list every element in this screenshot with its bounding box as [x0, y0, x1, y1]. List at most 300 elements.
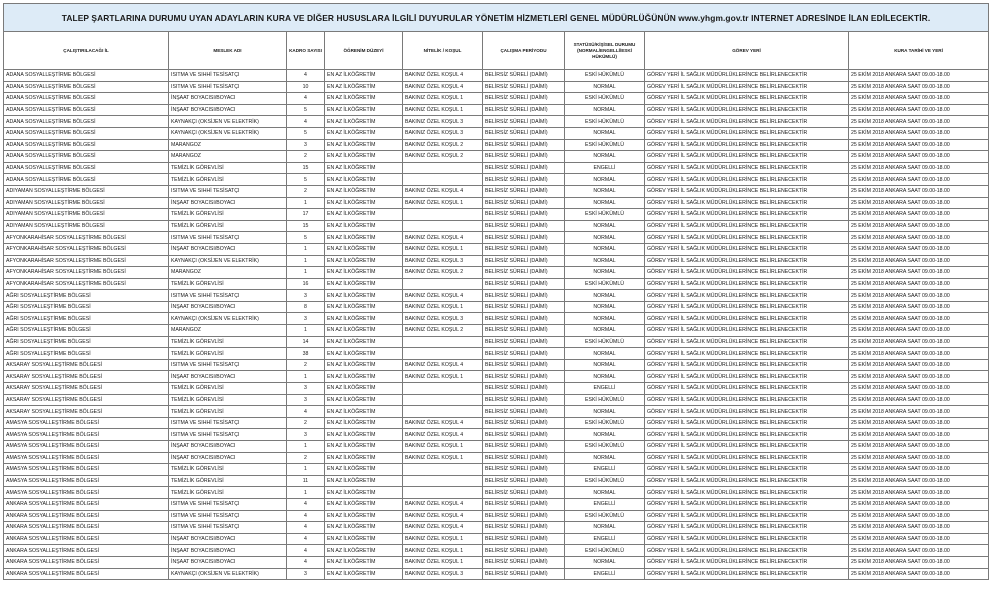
header-kura: KURA TARİHİ VE YERİ [849, 32, 989, 70]
header-il: ÇALIŞTIRILACAĞI İL [4, 32, 169, 70]
cell-cal: BELİRSİZ SÜRELİ (DAİMİ) [483, 174, 565, 186]
cell-cal: BELİRSİZ SÜRELİ (DAİMİ) [483, 301, 565, 313]
cell-il: AKSARAY SOSYALLEŞTİRME BÖLGESİ [4, 383, 169, 395]
cell-meslek: ISITMA VE SIHHİ TESİSATÇI [169, 510, 287, 522]
cell-cal: BELİRSİZ SÜRELİ (DAİMİ) [483, 383, 565, 395]
cell-ogr: EN AZ İLKÖĞRETİM [325, 371, 403, 383]
cell-ogr: EN AZ İLKÖĞRETİM [325, 209, 403, 221]
cell-kadro: 5 [287, 174, 325, 186]
table-row [4, 556, 989, 568]
cell-meslek: İNŞAAT BOYACISI/BOYACI [169, 301, 287, 313]
cell-cal: BELİRSİZ SÜRELİ (DAİMİ) [483, 278, 565, 290]
cell-kura: 25 EKİM 2018 ANKARA SAAT 09.00-18.00 [849, 348, 989, 360]
cell-gorev: GÖREV YERİ İL SAĞLIK MÜDÜRLÜKLERİNCE BELİRLENECEKTİR [645, 452, 849, 464]
table-row [4, 510, 989, 522]
cell-meslek: ISITMA VE SIHHİ TESİSATÇI [169, 290, 287, 302]
cell-il: ADANA SOSYALLEŞTİRME BÖLGESİ [4, 139, 169, 151]
cell-kura: 25 EKİM 2018 ANKARA SAAT 09.00-18.00 [849, 104, 989, 116]
cell-nit [403, 394, 483, 406]
cell-meslek: TEMİZLİK GÖREVLİSİ [169, 394, 287, 406]
cell-stat: ESKİ HÜKÜMLÜ [565, 139, 645, 151]
cell-kura: 25 EKİM 2018 ANKARA SAAT 09.00-18.00 [849, 185, 989, 197]
cell-nit: BAKINIZ ÖZEL KOŞUL 1 [403, 441, 483, 453]
cell-nit: BAKINIZ ÖZEL KOŞUL 3 [403, 255, 483, 267]
cell-stat: NORMAL [565, 243, 645, 255]
cell-kura: 25 EKİM 2018 ANKARA SAAT 09.00-18.00 [849, 93, 989, 105]
cell-il: ADANA SOSYALLEŞTİRME BÖLGESİ [4, 70, 169, 82]
cell-cal: BELİRSİZ SÜRELİ (DAİMİ) [483, 162, 565, 174]
cell-nit: BAKINIZ ÖZEL KOŞUL 1 [403, 452, 483, 464]
cell-kadro: 11 [287, 475, 325, 487]
cell-il: AFYONKARAHİSAR SOSYALLEŞTİRME BÖLGESİ [4, 278, 169, 290]
cell-stat: ESKİ HÜKÜMLÜ [565, 336, 645, 348]
cell-gorev: GÖREV YERİ İL SAĞLIK MÜDÜRLÜKLERİNCE BELİRLENECEKTİR [645, 441, 849, 453]
table-row [4, 487, 989, 499]
cell-ogr: EN AZ İLKÖĞRETİM [325, 185, 403, 197]
cell-kadro: 3 [287, 394, 325, 406]
cell-gorev: GÖREV YERİ İL SAĞLIK MÜDÜRLÜKLERİNCE BELİRLENECEKTİR [645, 313, 849, 325]
cell-kura: 25 EKİM 2018 ANKARA SAAT 09.00-18.00 [849, 498, 989, 510]
cell-il: AFYONKARAHİSAR SOSYALLEŞTİRME BÖLGESİ [4, 267, 169, 279]
cell-kadro: 15 [287, 220, 325, 232]
cell-kadro: 4 [287, 498, 325, 510]
cell-ogr: EN AZ İLKÖĞRETİM [325, 452, 403, 464]
cell-il: ADIYAMAN SOSYALLEŞTİRME BÖLGESİ [4, 220, 169, 232]
cell-kura: 25 EKİM 2018 ANKARA SAAT 09.00-18.00 [849, 475, 989, 487]
cell-stat: NORMAL [565, 522, 645, 534]
cell-cal: BELİRSİZ SÜRELİ (DAİMİ) [483, 498, 565, 510]
cell-stat: NORMAL [565, 197, 645, 209]
cell-meslek: ISITMA VE SIHHİ TESİSATÇI [169, 429, 287, 441]
cell-kadro: 1 [287, 267, 325, 279]
cell-ogr: EN AZ İLKÖĞRETİM [325, 429, 403, 441]
cell-stat: NORMAL [565, 359, 645, 371]
cell-nit [403, 464, 483, 476]
cell-ogr: EN AZ İLKÖĞRETİM [325, 301, 403, 313]
cell-meslek: MARANGOZ [169, 325, 287, 337]
cell-nit [403, 383, 483, 395]
cell-ogr: EN AZ İLKÖĞRETİM [325, 568, 403, 580]
cell-il: AĞRI SOSYALLEŞTİRME BÖLGESİ [4, 290, 169, 302]
cell-gorev: GÖREV YERİ İL SAĞLIK MÜDÜRLÜKLERİNCE BELİRLENECEKTİR [645, 383, 849, 395]
cell-kura: 25 EKİM 2018 ANKARA SAAT 09.00-18.00 [849, 151, 989, 163]
cell-gorev: GÖREV YERİ İL SAĞLIK MÜDÜRLÜKLERİNCE BELİRLENECEKTİR [645, 336, 849, 348]
table-row [4, 232, 989, 244]
cell-kura: 25 EKİM 2018 ANKARA SAAT 09.00-18.00 [849, 464, 989, 476]
cell-stat: NORMAL [565, 232, 645, 244]
cell-nit: BAKINIZ ÖZEL KOŞUL 4 [403, 522, 483, 534]
cell-il: AĞRI SOSYALLEŞTİRME BÖLGESİ [4, 336, 169, 348]
cell-kura: 25 EKİM 2018 ANKARA SAAT 09.00-18.00 [849, 81, 989, 93]
cell-nit: BAKINIZ ÖZEL KOŞUL 3 [403, 127, 483, 139]
cell-kadro: 15 [287, 162, 325, 174]
cell-cal: BELİRSİZ SÜRELİ (DAİMİ) [483, 197, 565, 209]
cell-meslek: TEMİZLİK GÖREVLİSİ [169, 464, 287, 476]
cell-kadro: 1 [287, 441, 325, 453]
cell-nit [403, 174, 483, 186]
cell-nit: BAKINIZ ÖZEL KOŞUL 2 [403, 325, 483, 337]
cell-nit [403, 162, 483, 174]
table-row [4, 522, 989, 534]
cell-meslek: İNŞAAT BOYACISI/BOYACI [169, 545, 287, 557]
cell-cal: BELİRSİZ SÜRELİ (DAİMİ) [483, 487, 565, 499]
cell-il: ANKARA SOSYALLEŞTİRME BÖLGESİ [4, 568, 169, 580]
cell-ogr: EN AZ İLKÖĞRETİM [325, 104, 403, 116]
cell-stat: ENGELLİ [565, 568, 645, 580]
cell-kadro: 3 [287, 383, 325, 395]
cell-stat: ESKİ HÜKÜMLÜ [565, 278, 645, 290]
cell-stat: NORMAL [565, 81, 645, 93]
cell-stat: ESKİ HÜKÜMLÜ [565, 116, 645, 128]
cell-meslek: TEMİZLİK GÖREVLİSİ [169, 487, 287, 499]
cell-meslek: ISITMA VE SIHHİ TESİSATÇI [169, 417, 287, 429]
cell-kura: 25 EKİM 2018 ANKARA SAAT 09.00-18.00 [849, 487, 989, 499]
cell-stat: NORMAL [565, 290, 645, 302]
cell-gorev: GÖREV YERİ İL SAĞLIK MÜDÜRLÜKLERİNCE BELİRLENECEKTİR [645, 267, 849, 279]
cell-ogr: EN AZ İLKÖĞRETİM [325, 533, 403, 545]
cell-stat: NORMAL [565, 104, 645, 116]
cell-cal: BELİRSİZ SÜRELİ (DAİMİ) [483, 267, 565, 279]
cell-gorev: GÖREV YERİ İL SAĞLIK MÜDÜRLÜKLERİNCE BELİRLENECEKTİR [645, 533, 849, 545]
column-header-row [4, 32, 989, 70]
cell-kadro: 1 [287, 243, 325, 255]
cell-ogr: EN AZ İLKÖĞRETİM [325, 498, 403, 510]
cell-nit: BAKINIZ ÖZEL KOŞUL 1 [403, 301, 483, 313]
cell-gorev: GÖREV YERİ İL SAĞLIK MÜDÜRLÜKLERİNCE BELİRLENECEKTİR [645, 93, 849, 105]
cell-gorev: GÖREV YERİ İL SAĞLIK MÜDÜRLÜKLERİNCE BELİRLENECEKTİR [645, 116, 849, 128]
cell-gorev: GÖREV YERİ İL SAĞLIK MÜDÜRLÜKLERİNCE BELİRLENECEKTİR [645, 301, 849, 313]
cell-cal: BELİRSİZ SÜRELİ (DAİMİ) [483, 104, 565, 116]
cell-il: AKSARAY SOSYALLEŞTİRME BÖLGESİ [4, 394, 169, 406]
cell-gorev: GÖREV YERİ İL SAĞLIK MÜDÜRLÜKLERİNCE BELİRLENECEKTİR [645, 255, 849, 267]
cell-kura: 25 EKİM 2018 ANKARA SAAT 09.00-18.00 [849, 533, 989, 545]
cell-meslek: TEMİZLİK GÖREVLİSİ [169, 348, 287, 360]
cell-kadro: 38 [287, 348, 325, 360]
table-row [4, 464, 989, 476]
cell-kura: 25 EKİM 2018 ANKARA SAAT 09.00-18.00 [849, 452, 989, 464]
cell-kadro: 4 [287, 556, 325, 568]
cell-cal: BELİRSİZ SÜRELİ (DAİMİ) [483, 220, 565, 232]
cell-cal: BELİRSİZ SÜRELİ (DAİMİ) [483, 510, 565, 522]
cell-kura: 25 EKİM 2018 ANKARA SAAT 09.00-18.00 [849, 522, 989, 534]
cell-cal: BELİRSİZ SÜRELİ (DAİMİ) [483, 151, 565, 163]
cell-ogr: EN AZ İLKÖĞRETİM [325, 70, 403, 82]
cell-il: AMASYA SOSYALLEŞTİRME BÖLGESİ [4, 417, 169, 429]
cell-il: AMASYA SOSYALLEŞTİRME BÖLGESİ [4, 464, 169, 476]
cell-stat: NORMAL [565, 406, 645, 418]
cell-kura: 25 EKİM 2018 ANKARA SAAT 09.00-18.00 [849, 278, 989, 290]
table-row [4, 568, 989, 580]
table-row [4, 197, 989, 209]
cell-cal: BELİRSİZ SÜRELİ (DAİMİ) [483, 336, 565, 348]
cell-ogr: EN AZ İLKÖĞRETİM [325, 487, 403, 499]
cell-il: ADANA SOSYALLEŞTİRME BÖLGESİ [4, 104, 169, 116]
table-row [4, 498, 989, 510]
cell-gorev: GÖREV YERİ İL SAĞLIK MÜDÜRLÜKLERİNCE BELİRLENECEKTİR [645, 70, 849, 82]
cell-cal: BELİRSİZ SÜRELİ (DAİMİ) [483, 452, 565, 464]
cell-kura: 25 EKİM 2018 ANKARA SAAT 09.00-18.00 [849, 162, 989, 174]
cell-nit: BAKINIZ ÖZEL KOŞUL 1 [403, 197, 483, 209]
cell-gorev: GÖREV YERİ İL SAĞLIK MÜDÜRLÜKLERİNCE BELİRLENECEKTİR [645, 162, 849, 174]
cell-gorev: GÖREV YERİ İL SAĞLIK MÜDÜRLÜKLERİNCE BELİRLENECEKTİR [645, 232, 849, 244]
cell-gorev: GÖREV YERİ İL SAĞLIK MÜDÜRLÜKLERİNCE BELİRLENECEKTİR [645, 325, 849, 337]
cell-il: AĞRI SOSYALLEŞTİRME BÖLGESİ [4, 301, 169, 313]
table-row [4, 127, 989, 139]
cell-ogr: EN AZ İLKÖĞRETİM [325, 383, 403, 395]
table-row [4, 371, 989, 383]
cell-nit: BAKINIZ ÖZEL KOŞUL 2 [403, 151, 483, 163]
cell-gorev: GÖREV YERİ İL SAĞLIK MÜDÜRLÜKLERİNCE BELİRLENECEKTİR [645, 498, 849, 510]
cell-stat: NORMAL [565, 174, 645, 186]
cell-kadro: 17 [287, 209, 325, 221]
cell-stat: NORMAL [565, 487, 645, 499]
cell-kadro: 4 [287, 533, 325, 545]
cell-nit: BAKINIZ ÖZEL KOŞUL 2 [403, 139, 483, 151]
cell-nit: BAKINIZ ÖZEL KOŞUL 1 [403, 243, 483, 255]
announcement-sheet [3, 3, 988, 580]
cell-meslek: ISITMA VE SIHHİ TESİSATÇI [169, 498, 287, 510]
document-title: TALEP ŞARTLARINA DURUMU UYAN ADAYLARIN KURA VE DİĞER HUSUSLARA İLGİLİ DUYURULAR YÖNETİM HİZMETLERİ GENEL MÜDÜRLÜĞÜNÜN www.yhgm.gov.tr INTERNET ADRESİNDE İLAN EDİLECEKTİR. [4, 4, 989, 32]
cell-kura: 25 EKİM 2018 ANKARA SAAT 09.00-18.00 [849, 359, 989, 371]
cell-il: ADANA SOSYALLEŞTİRME BÖLGESİ [4, 93, 169, 105]
cell-kadro: 4 [287, 406, 325, 418]
cell-stat: NORMAL [565, 267, 645, 279]
table-row [4, 278, 989, 290]
cell-ogr: EN AZ İLKÖĞRETİM [325, 475, 403, 487]
cell-kadro: 10 [287, 81, 325, 93]
cell-kura: 25 EKİM 2018 ANKARA SAAT 09.00-18.00 [849, 70, 989, 82]
cell-kura: 25 EKİM 2018 ANKARA SAAT 09.00-18.00 [849, 568, 989, 580]
table-row [4, 301, 989, 313]
cell-stat: NORMAL [565, 429, 645, 441]
cell-kura: 25 EKİM 2018 ANKARA SAAT 09.00-18.00 [849, 417, 989, 429]
cell-kura: 25 EKİM 2018 ANKARA SAAT 09.00-18.00 [849, 510, 989, 522]
cell-cal: BELİRSİZ SÜRELİ (DAİMİ) [483, 464, 565, 476]
cell-kura: 25 EKİM 2018 ANKARA SAAT 09.00-18.00 [849, 371, 989, 383]
cell-nit: BAKINIZ ÖZEL KOŞUL 2 [403, 267, 483, 279]
cell-cal: BELİRSİZ SÜRELİ (DAİMİ) [483, 556, 565, 568]
cell-gorev: GÖREV YERİ İL SAĞLIK MÜDÜRLÜKLERİNCE BELİRLENECEKTİR [645, 81, 849, 93]
cell-ogr: EN AZ İLKÖĞRETİM [325, 394, 403, 406]
cell-il: ADANA SOSYALLEŞTİRME BÖLGESİ [4, 151, 169, 163]
cell-il: AKSARAY SOSYALLEŞTİRME BÖLGESİ [4, 359, 169, 371]
cell-kura: 25 EKİM 2018 ANKARA SAAT 09.00-18.00 [849, 174, 989, 186]
cell-stat: NORMAL [565, 452, 645, 464]
cell-cal: BELİRSİZ SÜRELİ (DAİMİ) [483, 522, 565, 534]
cell-il: ADIYAMAN SOSYALLEŞTİRME BÖLGESİ [4, 209, 169, 221]
header-nitelik: NİTELİK / KOŞUL [403, 32, 483, 70]
header-kadro: KADRO SAYISI [287, 32, 325, 70]
cell-cal: BELİRSİZ SÜRELİ (DAİMİ) [483, 185, 565, 197]
table-row [4, 406, 989, 418]
cell-kadro: 4 [287, 70, 325, 82]
cell-kadro: 3 [287, 313, 325, 325]
cell-gorev: GÖREV YERİ İL SAĞLIK MÜDÜRLÜKLERİNCE BELİRLENECEKTİR [645, 510, 849, 522]
cell-kadro: 1 [287, 325, 325, 337]
cell-stat: ENGELLİ [565, 162, 645, 174]
cell-ogr: EN AZ İLKÖĞRETİM [325, 197, 403, 209]
table-row [4, 429, 989, 441]
cell-stat: NORMAL [565, 220, 645, 232]
cell-stat: ESKİ HÜKÜMLÜ [565, 70, 645, 82]
cell-il: AMASYA SOSYALLEŞTİRME BÖLGESİ [4, 487, 169, 499]
cell-kadro: 2 [287, 359, 325, 371]
cell-kura: 25 EKİM 2018 ANKARA SAAT 09.00-18.00 [849, 209, 989, 221]
cell-meslek: KAYNAKÇI (OKSİJEN VE ELEKTRİK) [169, 116, 287, 128]
cell-nit: BAKINIZ ÖZEL KOŞUL 1 [403, 104, 483, 116]
cell-cal: BELİRSİZ SÜRELİ (DAİMİ) [483, 243, 565, 255]
table-row [4, 267, 989, 279]
cell-kadro: 3 [287, 429, 325, 441]
cell-gorev: GÖREV YERİ İL SAĞLIK MÜDÜRLÜKLERİNCE BELİRLENECEKTİR [645, 174, 849, 186]
table-row [4, 417, 989, 429]
cell-ogr: EN AZ İLKÖĞRETİM [325, 116, 403, 128]
table-row [4, 185, 989, 197]
cell-stat: NORMAL [565, 301, 645, 313]
cell-meslek: TEMİZLİK GÖREVLİSİ [169, 406, 287, 418]
cell-ogr: EN AZ İLKÖĞRETİM [325, 336, 403, 348]
table-row [4, 336, 989, 348]
cell-ogr: EN AZ İLKÖĞRETİM [325, 417, 403, 429]
table-row [4, 174, 989, 186]
cell-ogr: EN AZ İLKÖĞRETİM [325, 267, 403, 279]
cell-ogr: EN AZ İLKÖĞRETİM [325, 325, 403, 337]
cell-cal: BELİRSİZ SÜRELİ (DAİMİ) [483, 533, 565, 545]
header-meslek: MESLEK ADI [169, 32, 287, 70]
cell-kura: 25 EKİM 2018 ANKARA SAAT 09.00-18.00 [849, 383, 989, 395]
cell-gorev: GÖREV YERİ İL SAĞLIK MÜDÜRLÜKLERİNCE BELİRLENECEKTİR [645, 185, 849, 197]
cell-kadro: 1 [287, 464, 325, 476]
cell-kadro: 16 [287, 278, 325, 290]
cell-meslek: İNŞAAT BOYACISI/BOYACI [169, 104, 287, 116]
cell-il: AMASYA SOSYALLEŞTİRME BÖLGESİ [4, 429, 169, 441]
table-row [4, 93, 989, 105]
cell-nit [403, 209, 483, 221]
cell-il: AMASYA SOSYALLEŞTİRME BÖLGESİ [4, 475, 169, 487]
cell-kadro: 3 [287, 568, 325, 580]
cell-kadro: 3 [287, 139, 325, 151]
cell-il: AFYONKARAHİSAR SOSYALLEŞTİRME BÖLGESİ [4, 232, 169, 244]
cell-cal: BELİRSİZ SÜRELİ (DAİMİ) [483, 568, 565, 580]
cell-meslek: KAYNAKÇI (OKSİJEN VE ELEKTRİK) [169, 255, 287, 267]
cell-kura: 25 EKİM 2018 ANKARA SAAT 09.00-18.00 [849, 545, 989, 557]
table-row [4, 348, 989, 360]
cell-gorev: GÖREV YERİ İL SAĞLIK MÜDÜRLÜKLERİNCE BELİRLENECEKTİR [645, 151, 849, 163]
cell-stat: ESKİ HÜKÜMLÜ [565, 417, 645, 429]
cell-nit: BAKINIZ ÖZEL KOŞUL 4 [403, 290, 483, 302]
cell-gorev: GÖREV YERİ İL SAĞLIK MÜDÜRLÜKLERİNCE BELİRLENECEKTİR [645, 290, 849, 302]
cell-stat: NORMAL [565, 185, 645, 197]
table-row [4, 325, 989, 337]
cell-meslek: ISITMA VE SIHHİ TESİSATÇI [169, 81, 287, 93]
cell-nit [403, 348, 483, 360]
cell-stat: NORMAL [565, 127, 645, 139]
table-row [4, 452, 989, 464]
cell-meslek: TEMİZLİK GÖREVLİSİ [169, 174, 287, 186]
cell-nit [403, 475, 483, 487]
cell-nit: BAKINIZ ÖZEL KOŞUL 1 [403, 371, 483, 383]
cell-kura: 25 EKİM 2018 ANKARA SAAT 09.00-18.00 [849, 429, 989, 441]
cell-nit: BAKINIZ ÖZEL KOŞUL 4 [403, 81, 483, 93]
cell-kadro: 3 [287, 290, 325, 302]
cell-ogr: EN AZ İLKÖĞRETİM [325, 127, 403, 139]
cell-il: ANKARA SOSYALLEŞTİRME BÖLGESİ [4, 522, 169, 534]
cell-stat: NORMAL [565, 325, 645, 337]
cell-meslek: İNŞAAT BOYACISI/BOYACI [169, 452, 287, 464]
cell-kura: 25 EKİM 2018 ANKARA SAAT 09.00-18.00 [849, 267, 989, 279]
cell-il: ANKARA SOSYALLEŞTİRME BÖLGESİ [4, 510, 169, 522]
cell-ogr: EN AZ İLKÖĞRETİM [325, 441, 403, 453]
table-row [4, 220, 989, 232]
cell-nit [403, 406, 483, 418]
cell-nit [403, 220, 483, 232]
cell-kadro: 5 [287, 104, 325, 116]
header-calisma: ÇALIŞMA PERİYODU [483, 32, 565, 70]
cell-il: AKSARAY SOSYALLEŞTİRME BÖLGESİ [4, 406, 169, 418]
table-row [4, 533, 989, 545]
cell-cal: BELİRSİZ SÜRELİ (DAİMİ) [483, 475, 565, 487]
cell-stat: ESKİ HÜKÜMLÜ [565, 209, 645, 221]
cell-cal: BELİRSİZ SÜRELİ (DAİMİ) [483, 70, 565, 82]
cell-meslek: ISITMA VE SIHHİ TESİSATÇI [169, 70, 287, 82]
cell-gorev: GÖREV YERİ İL SAĞLIK MÜDÜRLÜKLERİNCE BELİRLENECEKTİR [645, 371, 849, 383]
cell-cal: BELİRSİZ SÜRELİ (DAİMİ) [483, 394, 565, 406]
cell-il: AMASYA SOSYALLEŞTİRME BÖLGESİ [4, 452, 169, 464]
cell-gorev: GÖREV YERİ İL SAĞLIK MÜDÜRLÜKLERİNCE BELİRLENECEKTİR [645, 139, 849, 151]
cell-stat: NORMAL [565, 348, 645, 360]
cell-ogr: EN AZ İLKÖĞRETİM [325, 81, 403, 93]
cell-cal: BELİRSİZ SÜRELİ (DAİMİ) [483, 406, 565, 418]
cell-nit: BAKINIZ ÖZEL KOŞUL 4 [403, 185, 483, 197]
cell-cal: BELİRSİZ SÜRELİ (DAİMİ) [483, 441, 565, 453]
cell-cal: BELİRSİZ SÜRELİ (DAİMİ) [483, 429, 565, 441]
cell-kadro: 5 [287, 232, 325, 244]
cell-kura: 25 EKİM 2018 ANKARA SAAT 09.00-18.00 [849, 313, 989, 325]
cell-kura: 25 EKİM 2018 ANKARA SAAT 09.00-18.00 [849, 325, 989, 337]
table-row [4, 394, 989, 406]
cell-stat: NORMAL [565, 151, 645, 163]
cell-kura: 25 EKİM 2018 ANKARA SAAT 09.00-18.00 [849, 116, 989, 128]
cell-kadro: 4 [287, 545, 325, 557]
cell-kadro: 5 [287, 127, 325, 139]
cell-gorev: GÖREV YERİ İL SAĞLIK MÜDÜRLÜKLERİNCE BELİRLENECEKTİR [645, 127, 849, 139]
cell-gorev: GÖREV YERİ İL SAĞLIK MÜDÜRLÜKLERİNCE BELİRLENECEKTİR [645, 394, 849, 406]
cell-ogr: EN AZ İLKÖĞRETİM [325, 93, 403, 105]
cell-meslek: MARANGOZ [169, 151, 287, 163]
cell-kura: 25 EKİM 2018 ANKARA SAAT 09.00-18.00 [849, 441, 989, 453]
cell-kadro: 1 [287, 197, 325, 209]
cell-meslek: KAYNAKÇI (OKSİJEN VE ELEKTRİK) [169, 127, 287, 139]
cell-ogr: EN AZ İLKÖĞRETİM [325, 406, 403, 418]
cell-cal: BELİRSİZ SÜRELİ (DAİMİ) [483, 116, 565, 128]
cell-kadro: 1 [287, 255, 325, 267]
cell-kura: 25 EKİM 2018 ANKARA SAAT 09.00-18.00 [849, 220, 989, 232]
cell-il: ANKARA SOSYALLEŞTİRME BÖLGESİ [4, 498, 169, 510]
cell-gorev: GÖREV YERİ İL SAĞLIK MÜDÜRLÜKLERİNCE BELİRLENECEKTİR [645, 556, 849, 568]
table-row [4, 313, 989, 325]
cell-cal: BELİRSİZ SÜRELİ (DAİMİ) [483, 359, 565, 371]
table-row [4, 209, 989, 221]
header-ogrenim: ÖĞRENİM DÜZEYİ [325, 32, 403, 70]
cell-ogr: EN AZ İLKÖĞRETİM [325, 151, 403, 163]
cell-stat: ENGELLİ [565, 464, 645, 476]
cell-kura: 25 EKİM 2018 ANKARA SAAT 09.00-18.00 [849, 301, 989, 313]
cell-stat: ENGELLİ [565, 533, 645, 545]
cell-gorev: GÖREV YERİ İL SAĞLIK MÜDÜRLÜKLERİNCE BELİRLENECEKTİR [645, 278, 849, 290]
cell-ogr: EN AZ İLKÖĞRETİM [325, 464, 403, 476]
cell-gorev: GÖREV YERİ İL SAĞLIK MÜDÜRLÜKLERİNCE BELİRLENECEKTİR [645, 568, 849, 580]
cell-ogr: EN AZ İLKÖĞRETİM [325, 278, 403, 290]
